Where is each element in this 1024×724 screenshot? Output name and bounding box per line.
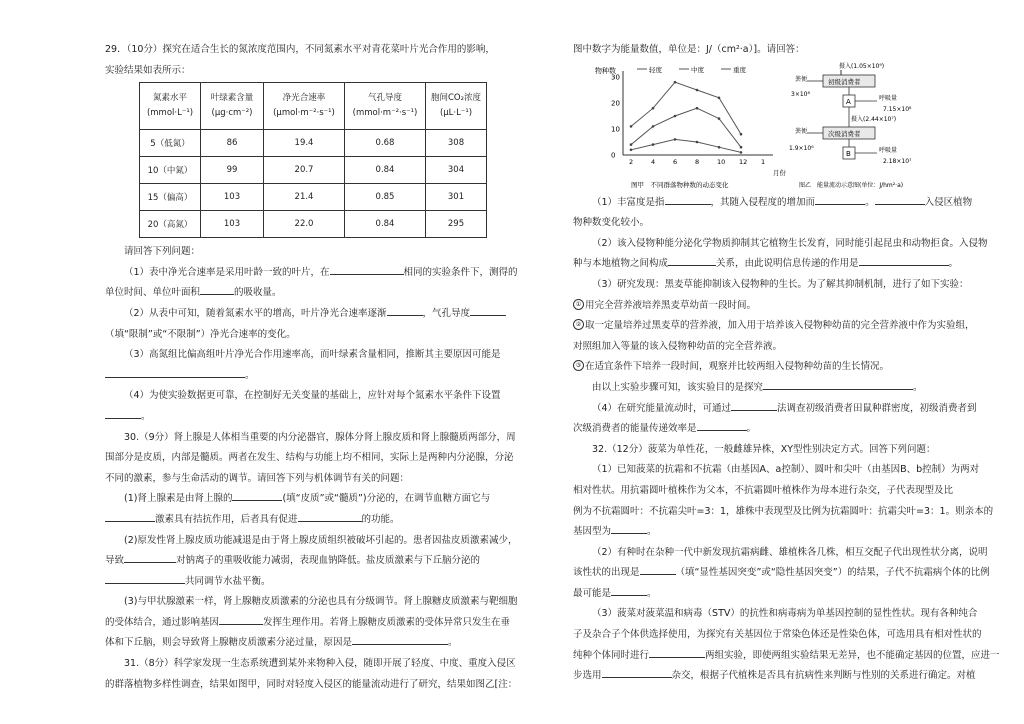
q32-sub3-line4: 步选用 杂交，根据子代植株是否具有抗病性来判断与性别的关系进行确定。对植 [573,666,965,687]
answer-blank[interactable] [665,194,711,205]
q29-intro-line2: 实验结果如表所示： [105,64,191,76]
x-axis-unit: 月份 [773,168,786,177]
answer-blank[interactable] [649,647,705,658]
q30-sub3-line1: (3)与甲状腺激素一样，肾上腺糖皮质激素的分泌也具有分级调节。肾上腺糖皮质激素与靶细胞 [124,596,518,608]
q32-sub3-line1: （3）菠菜对菠菜温和病毒（STV）的抗性和病毒病为单基因控制的显性性状。现有各种纯合 [592,608,978,620]
q29-sub2-line2: （填“限制”或“不限制”）净光合速率的变化。 [105,328,296,340]
right-column [573,40,1000,687]
data-point [674,138,677,141]
q30-sub3-line3: 体和下丘脑，则会导致肾上腺糖皮质激素分泌过量，原因是 。 [105,633,497,654]
answer-blank[interactable] [200,284,234,295]
q30-line3: 不同的激素，参与生命活动的调节。请回答下列与机体调节有关的问题： [105,472,410,484]
q29-sub4-line2: 。 [105,407,497,428]
answer-blank[interactable] [859,255,949,266]
q29-sub4-line1: （4）为使实验数据更可靠，在控制好无关变量的基础上，应针对每个氮素水平条件下设置 [124,390,501,402]
box-b-label: B [846,149,851,158]
figure-svg [593,63,965,193]
q31-sub1-line1: （1）丰富度是指 ，其随入侵程度的增加而 。 入侵区植物 [573,193,965,214]
data-point [630,143,633,146]
x-tick-label: 8 [695,157,700,166]
box-a-label: A [846,97,851,106]
header-cell: 胞间CO₂浓度 (μL·L⁻¹) [426,83,487,130]
data-point [740,132,743,135]
y-tick-label: 0 [611,151,616,160]
legend-heavy: 重度 [733,65,746,74]
answer-blank[interactable] [387,305,423,316]
q31-sub3-aim: 由以上实验步骤可知，该实验目的是探究 。 [573,378,965,399]
q30-sub1-line1: (1)肾上腺素是由肾上腺的 (填“皮质”或“髓质”)分泌的，在调节血糖方面它与 [105,489,497,510]
data-point [718,117,721,120]
step-3-marker: ③ [573,360,584,371]
q29-sub1-line1: （1）表中净光合速率是采用叶龄一致的叶片，在 相同的实验条件下，测得的 [105,263,497,284]
answer-blank[interactable] [640,564,676,575]
q30-line1: 30.（9分）肾上腺是人体相当重要的内分泌器官，腺体分肾上腺皮质和肾上腺髓质两部分，周 [124,431,516,443]
series-line-2 [631,139,741,152]
feces-value-1: 3×10⁸ [791,90,810,98]
q32-sub2-line2: 该性状的出现是 （填“显性基因突变”或“隐性基因突变”）的结果，子代不抗霜病个体的比例 [573,563,965,584]
flow-intake-secondary: 摄入(2.44×10⁷) [851,115,897,123]
answer-blank[interactable] [219,614,263,625]
x-tick-label: 10 [717,157,726,166]
x-tick-labels [629,158,765,166]
q30-sub2-line3: 共同调节水盐平衡。 [105,572,497,593]
respiration-value-1: 7.15×10⁸ [883,105,912,113]
q31-sub4-line2: 次级消费者的能量传递效率是 。 [573,419,965,440]
y-tick-label: 30 [611,73,620,82]
data-point [740,151,743,154]
q30-sub1-line2: 激素具有拮抗作用，后者具有促进 的功能。 [105,510,497,531]
y-tick-labels [611,73,620,159]
respiration-label-2: 呼吸量 [879,146,898,154]
q29-sub2-line1: （2）从表中可知，随着氮素水平的增高，叶片净光合速率逐渐 ，气孔导度 [105,304,497,325]
answer-blank[interactable] [232,490,282,501]
data-point [652,125,655,128]
data-point [652,106,655,109]
answer-blank[interactable] [330,264,404,275]
q31-sub3-step3: ③ 在适宜条件下培养一段时间，观察并比较两组入侵物种幼苗的生长情况。 [573,357,965,378]
species-line-chart [595,65,787,189]
q32-sub1-line1: （1）已知菠菜的抗霜和不抗霜（由基因A、a控制）、圆叶和尖叶（由基因B、b控制）为两对 [592,464,980,476]
data-point [630,148,633,151]
answer-blank[interactable] [731,400,777,411]
step-2-marker: ② [573,319,584,330]
chart-series [630,80,743,153]
q31-sub3-line1: （3）研究发现：黑麦草能抑制该入侵物种的生长。为了解其抑制机制，进行了如下实验： [592,278,969,290]
data-point [674,114,677,117]
step-1-marker: ① [573,299,584,310]
q32-sub2-line1: （2）有种时在杂种一代中新发现抗霜病雌、雄植株各几株，相互交配子代出现性状分离，说明 [592,546,988,558]
data-point [630,125,633,128]
answer-blank[interactable] [105,511,155,522]
q31-sub2-line2: 种与本地植物之间构成 关系，由此说明信息传递的作用是 。 [573,254,965,275]
feces-value-2: 1.9×10⁶ [789,144,814,152]
respiration-value-2: 2.18×10⁷ [883,157,912,165]
x-tick-label: 6 [673,157,678,166]
answer-blank[interactable] [611,585,647,596]
q30-sub2-line2: 导致 对钠离子的重吸收能力减弱，表现血钠降低。盐皮质激素与下丘脑分泌的 [105,551,497,572]
legend-medium: 中度 [691,65,704,74]
figure-b-caption: 图乙 能量流动示意图(单位：J/hm²·a) [799,181,904,189]
q31-sub3-step2-cont: 对照组加入等量的该入侵物种幼苗的完全营养液。 [573,340,783,352]
q31-sub4-line1: （4）在研究能量流动时，可通过 法调查初级消费者田鼠种群密度，初级消费者到 [573,399,965,420]
answer-blank[interactable] [105,408,141,419]
q31-sub1-line2: 物种数变化较小。 [573,217,650,229]
q31-line1: 31.（8分）科学家发现一生态系统遭到某外来物种入侵，随即开展了轻度、中度、重度入侵区 [124,658,516,670]
table-header-row [140,83,487,130]
energy-flow-diagram [789,62,912,189]
answer-blank[interactable] [697,420,747,431]
q31-figures [593,63,965,193]
q30-line2: 围部分是皮质，内部是髓质。两者在发生、结构与功能上均不相同，实际上是两种内分泌腺，分泌 [105,452,514,464]
q29-sub1-line2: 单位时间、单位叶面积 的吸收量。 [105,283,497,304]
nitrogen-results-table [139,82,487,238]
q32-sub1-line2: 相对性状。用抗霜圆叶植株作为父本，不抗霜圆叶植株作为母本进行杂交，子代表现型及比 [573,484,954,496]
x-tick-label: 1 [761,157,766,166]
header-cell: 净光合速率 (μmol·m⁻²·s⁻¹) [264,83,345,130]
answer-blank[interactable] [763,379,913,390]
q32-sub1-line4: 基因型为 。 [573,522,965,543]
answer-blank[interactable] [875,194,925,205]
q31-sub2-line1: （2）该入侵物种能分泌化学物质抑制其它植物生长发育，同时能引起昆虫和动物拒食。入侵物 [592,237,988,249]
table-row: 10（中氮） 99 20.7 0.84 304 [140,157,487,184]
q29-prompt: 请回答下列问题： [124,246,201,258]
q32-sub3-line3: 纯种个体同时进行 两组实验，即使两组实验结果无差异，也不能确定基因的位置，应进一 [573,646,965,667]
answer-blank[interactable] [815,194,865,205]
answer-blank[interactable] [602,667,672,678]
q29-sub3-line2: 。 [105,366,497,387]
data-point [718,96,721,99]
answer-blank[interactable] [298,511,362,522]
q29-sub3-line1: （3）高氮组比偏高组叶片净光合作用速率高，而叶绿素含量相同，推断其主要原因可能是 [124,349,501,361]
answer-blank[interactable] [611,523,647,534]
table-row: 20（高氮） 103 22.0 0.84 295 [140,211,487,238]
data-point [652,143,655,146]
feces-label-1: 粪便 [795,75,808,83]
data-point [696,106,699,109]
answer-blank[interactable] [105,367,245,378]
q32-intro: 32.（12分）菠菜为单性花，一般雌雄异株，XY型性别决定方式。回答下列问题： [592,443,936,455]
answer-blank[interactable] [470,305,506,316]
q31-continuation: 图中数字为能量数值，单位是：J/（cm²·a）]。请回答： [573,44,805,55]
data-point [674,80,677,83]
data-point [740,145,743,148]
series-line-1 [631,108,741,147]
data-point [696,88,699,91]
answer-blank[interactable] [124,552,176,563]
secondary-consumer-label: 次级消费者 [828,129,861,138]
q31-sub3-step1: ① 用完全营养液培养黑麦草幼苗一段时间。 [573,296,965,317]
header-cell: 氮素水平 (mmol·L⁻¹) [140,83,201,130]
figure-a-caption: 图甲 不同群落物种数的动态变化 [631,180,729,189]
flow-intake-primary: 摄入(1.05×10⁹) [839,62,885,70]
primary-consumer-label: 初级消费者 [828,77,861,86]
q30-sub2-line1: (2)原发性肾上腺皮质功能减退是由于肾上腺皮质组织被破坏引起的。患者因盐皮质激素减少， [124,534,518,546]
x-tick-label: 4 [651,157,656,166]
left-column [105,40,518,695]
answer-blank[interactable] [105,573,185,584]
feces-label-2: 粪便 [795,127,808,135]
y-axis-title: 物种数 [595,66,616,75]
x-tick-label: 2 [629,157,634,166]
x-tick-label: 12 [739,157,748,166]
q30-sub3-line2: 的受体结合，通过影响基因 发挥生理作用。若肾上腺糖皮质激素的受体异常只发生在垂 [105,613,497,634]
answer-blank[interactable] [352,634,448,645]
data-point [696,140,699,143]
q31-line2: 的群落植物多样性调查，结果如图甲，同时对轻度入侵区的能量流动进行了研究，结果如图乙[注： [105,678,518,690]
y-tick-label: 10 [611,125,620,134]
respiration-label-1: 呼吸量 [879,94,898,102]
q32-sub2-line3: 最可能是 。 [573,584,965,605]
table-row: 5（低氮） 86 19.4 0.68 308 [140,130,487,157]
data-point [718,145,721,148]
y-tick-label: 20 [611,99,620,108]
q32-sub3-line2: 子及杂合子个体供选择使用，为探究有关基因位于常染色体还是性染色体，可选用具有相对性状的 [573,629,982,641]
legend-mild: 轻度 [649,65,662,74]
header-cell: 叶绿素含量 (μg·cm⁻²) [201,83,264,130]
q31-sub3-step2: ② 取一定量培养过黑麦草的营养液，加入用于培养该入侵物种幼苗的完全营养液中作为实验组， [573,316,965,337]
q29-intro-line1: 29．（10分）探究在适合生长的氮浓度范围内，不同氮素水平对青花菜叶片光合作用的影响， [105,44,495,55]
table-row: 15（偏高） 103 21.4 0.85 301 [140,184,487,211]
header-cell: 气孔导度 (mmol·m⁻²·s⁻¹) [345,83,426,130]
q32-sub1-line3: 例为不抗霜圆叶：不抗霜尖叶=3：1，雄株中表现型及比例为抗霜圆叶：抗霜尖叶=3：1。则亲本的 [573,505,994,517]
chart-legend [637,65,747,74]
answer-blank[interactable] [668,255,716,266]
